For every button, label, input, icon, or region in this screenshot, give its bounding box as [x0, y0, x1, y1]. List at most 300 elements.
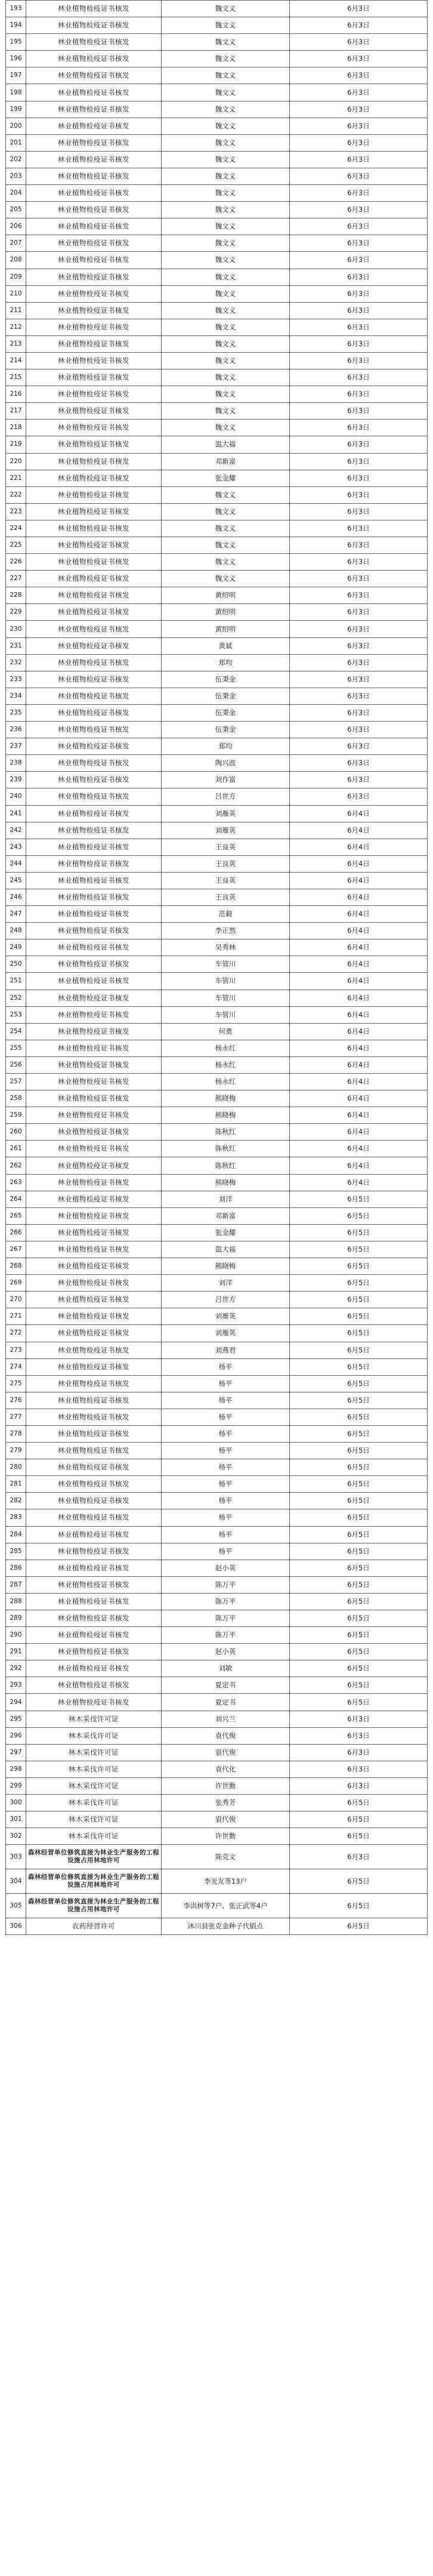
approval-date: 6月5日 — [290, 1869, 428, 1894]
row-number: 204 — [6, 185, 26, 202]
applicant-name: 赵小英 — [162, 1644, 290, 1660]
row-number: 283 — [6, 1509, 26, 1526]
approval-date: 6月3日 — [290, 486, 428, 503]
row-number: 200 — [6, 118, 26, 134]
table-row — [6, 1425, 428, 1442]
approval-item: 林业植物检疫证书核发 — [26, 285, 162, 302]
applicant-name: 黄绍明 — [162, 604, 290, 621]
approval-item: 林木采伐许可证 — [26, 1795, 162, 1811]
approval-item: 林业植物检疫证书核发 — [26, 738, 162, 755]
applicant-name: 魏文义 — [162, 285, 290, 302]
approval-item: 林业植物检疫证书核发 — [26, 1593, 162, 1610]
approval-date: 6月5日 — [290, 1308, 428, 1325]
approval-item: 林业植物检疫证书核发 — [26, 51, 162, 67]
table-row — [6, 704, 428, 721]
table-row — [6, 990, 428, 1006]
table-row — [6, 1141, 428, 1157]
table-row — [6, 1124, 428, 1141]
row-number: 260 — [6, 1124, 26, 1141]
approval-date: 6月3日 — [290, 755, 428, 772]
approval-item: 林业植物检疫证书核发 — [26, 1677, 162, 1694]
row-number: 304 — [6, 1869, 26, 1894]
approval-date: 6月3日 — [290, 1711, 428, 1727]
table-row — [6, 1493, 428, 1509]
applicant-name: 陈秋红 — [162, 1141, 290, 1157]
approval-date: 6月3日 — [290, 386, 428, 403]
table-row — [6, 118, 428, 134]
row-number: 218 — [6, 420, 26, 436]
approval-date: 6月4日 — [290, 1090, 428, 1107]
row-number: 262 — [6, 1157, 26, 1174]
row-number: 237 — [6, 738, 26, 755]
row-number: 248 — [6, 923, 26, 939]
applicant-name: 魏文义 — [162, 202, 290, 218]
applicant-name: 刘兴兰 — [162, 1711, 290, 1727]
row-number: 267 — [6, 1241, 26, 1258]
applicant-name: 夏定书 — [162, 1694, 290, 1711]
row-number: 241 — [6, 805, 26, 822]
approval-item: 林业植物检疫证书核发 — [26, 1425, 162, 1442]
row-number: 306 — [6, 1918, 26, 1935]
applicant-name: 杨平 — [162, 1392, 290, 1409]
approval-item: 林业植物检疫证书核发 — [26, 939, 162, 956]
approval-item: 森林经营单位修筑直接为林业生产服务的工程设施占用林地许可 — [26, 1869, 162, 1894]
table-row — [6, 1207, 428, 1224]
approval-date: 6月3日 — [290, 1, 428, 17]
table-row — [6, 554, 428, 571]
applicant-name: 王良英 — [162, 889, 290, 905]
row-number: 278 — [6, 1425, 26, 1442]
applicant-name: 袁代化 — [162, 1761, 290, 1777]
applicant-name: 熊晓梅 — [162, 1107, 290, 1124]
applicant-name: 黄斌 — [162, 637, 290, 654]
applicant-name: 刘燕君 — [162, 1342, 290, 1358]
approval-item: 林木采伐许可证 — [26, 1711, 162, 1727]
table-row — [6, 386, 428, 403]
applicant-name: 杨永红 — [162, 1040, 290, 1056]
approval-date: 6月3日 — [290, 101, 428, 118]
row-number: 209 — [6, 269, 26, 285]
approval-item: 林木采伐许可证 — [26, 1744, 162, 1761]
approval-item: 林业植物检疫证书核发 — [26, 688, 162, 704]
row-number: 256 — [6, 1056, 26, 1073]
row-number: 287 — [6, 1576, 26, 1593]
row-number: 213 — [6, 335, 26, 352]
applicant-name: 黄绍明 — [162, 621, 290, 637]
approval-item: 林业植物检疫证书核发 — [26, 1056, 162, 1073]
row-number: 195 — [6, 34, 26, 51]
row-number: 280 — [6, 1459, 26, 1476]
approval-date: 6月4日 — [290, 1107, 428, 1124]
approval-item: 林业植物检疫证书核发 — [26, 1, 162, 17]
table-row — [6, 1811, 428, 1828]
approval-item: 林业植物检疫证书核发 — [26, 1509, 162, 1526]
applicant-name: 杨平 — [162, 1459, 290, 1476]
applicant-name: 伍秉金 — [162, 722, 290, 738]
applicant-name: 魏文义 — [162, 269, 290, 285]
approval-item: 林业植物检疫证书核发 — [26, 805, 162, 822]
table-row — [6, 1074, 428, 1090]
applicant-name: 杨平 — [162, 1526, 290, 1543]
approval-date: 6月3日 — [290, 1845, 428, 1869]
approval-date: 6月5日 — [290, 1275, 428, 1292]
row-number: 299 — [6, 1777, 26, 1794]
approval-date: 6月5日 — [290, 1325, 428, 1342]
applicant-name: 温大福 — [162, 436, 290, 453]
approval-item: 林业植物检疫证书核发 — [26, 1292, 162, 1308]
approval-item: 林业植物检疫证书核发 — [26, 671, 162, 688]
approval-item: 林业植物检疫证书核发 — [26, 1090, 162, 1107]
approval-item: 林业植物检疫证书核发 — [26, 839, 162, 855]
applicant-name: 张金耀 — [162, 470, 290, 486]
approval-date: 6月3日 — [290, 453, 428, 470]
approval-date: 6月4日 — [290, 973, 428, 990]
approval-item: 林木采伐许可证 — [26, 1727, 162, 1744]
applicant-name: 袁代俊 — [162, 1727, 290, 1744]
row-number: 203 — [6, 168, 26, 184]
approval-date: 6月3日 — [290, 352, 428, 369]
approval-item: 林业植物检疫证书核发 — [26, 1694, 162, 1711]
approval-date: 6月3日 — [290, 470, 428, 486]
approval-item: 林业植物检疫证书核发 — [26, 1207, 162, 1224]
table-row — [6, 1258, 428, 1275]
approval-date: 6月4日 — [290, 1006, 428, 1023]
applicant-name: 魏文义 — [162, 252, 290, 269]
applicant-name: 刘洋 — [162, 1275, 290, 1292]
applicant-name: 王良英 — [162, 839, 290, 855]
approval-item: 林业植物检疫证书核发 — [26, 319, 162, 335]
approval-item: 林业植物检疫证书核发 — [26, 1560, 162, 1576]
approval-item: 林业植物检疫证书核发 — [26, 973, 162, 990]
row-number: 219 — [6, 436, 26, 453]
table-row — [6, 403, 428, 420]
approval-item: 林业植物检疫证书核发 — [26, 17, 162, 34]
approval-item: 林业植物检疫证书核发 — [26, 1258, 162, 1275]
approval-date: 6月3日 — [290, 285, 428, 302]
applicant-name: 魏文义 — [162, 185, 290, 202]
approval-item: 林业植物检疫证书核发 — [26, 604, 162, 621]
table-row — [6, 218, 428, 235]
approval-item: 林业植物检疫证书核发 — [26, 554, 162, 571]
row-number: 226 — [6, 554, 26, 571]
table-row — [6, 1191, 428, 1207]
row-number: 201 — [6, 134, 26, 151]
approval-date: 6月5日 — [290, 1811, 428, 1828]
approval-item: 林业植物检疫证书核发 — [26, 1543, 162, 1560]
row-number: 228 — [6, 587, 26, 604]
applicant-name: 杨平 — [162, 1358, 290, 1375]
applicant-name: 陈万平 — [162, 1627, 290, 1644]
table-row — [6, 1292, 428, 1308]
approval-date: 6月5日 — [290, 1443, 428, 1459]
approval-date: 6月5日 — [290, 1694, 428, 1711]
row-number: 272 — [6, 1325, 26, 1342]
approval-date: 6月5日 — [290, 1543, 428, 1560]
approval-date: 6月3日 — [290, 168, 428, 184]
table-row — [6, 185, 428, 202]
table-row — [6, 1845, 428, 1869]
applicant-name: 魏文义 — [162, 101, 290, 118]
table-row — [6, 822, 428, 839]
row-number: 298 — [6, 1761, 26, 1777]
approval-item: 林业植物检疫证书核发 — [26, 587, 162, 604]
approval-date: 6月3日 — [290, 1727, 428, 1744]
approval-date: 6月3日 — [290, 335, 428, 352]
row-number: 268 — [6, 1258, 26, 1275]
table-row — [6, 1727, 428, 1744]
approval-date: 6月5日 — [290, 1644, 428, 1660]
table-row — [6, 1761, 428, 1777]
row-number: 211 — [6, 302, 26, 319]
row-number: 270 — [6, 1292, 26, 1308]
approval-date: 6月4日 — [290, 872, 428, 889]
table-row — [6, 1392, 428, 1409]
applicant-name: 陶兴波 — [162, 755, 290, 772]
table-row — [6, 67, 428, 84]
applicant-name: 范毅 — [162, 906, 290, 923]
table-row — [6, 973, 428, 990]
approval-date: 6月5日 — [290, 1610, 428, 1627]
row-number: 257 — [6, 1074, 26, 1090]
table-row — [6, 486, 428, 503]
row-number: 239 — [6, 772, 26, 788]
approval-date: 6月3日 — [290, 185, 428, 202]
approval-date: 6月5日 — [290, 1459, 428, 1476]
approval-date: 6月5日 — [290, 1425, 428, 1442]
table-row — [6, 1308, 428, 1325]
approval-item: 林业植物检疫证书核发 — [26, 537, 162, 554]
row-number: 196 — [6, 51, 26, 67]
approval-date: 6月4日 — [290, 990, 428, 1006]
approval-item: 林业植物检疫证书核发 — [26, 1627, 162, 1644]
applicant-name: 魏文义 — [162, 319, 290, 335]
approval-item: 林木采伐许可证 — [26, 1761, 162, 1777]
applicant-name: 魏文义 — [162, 218, 290, 235]
applicant-name: 刘作富 — [162, 772, 290, 788]
approval-item: 林业植物检疫证书核发 — [26, 168, 162, 184]
applicant-name: 魏文义 — [162, 235, 290, 252]
table-row — [6, 1358, 428, 1375]
row-number: 236 — [6, 722, 26, 738]
applicant-name: 温大福 — [162, 1241, 290, 1258]
approval-date: 6月5日 — [290, 1292, 428, 1308]
approval-date: 6月5日 — [290, 1677, 428, 1694]
table-row — [6, 839, 428, 855]
approval-item: 森林经营单位修筑直接为林业生产服务的工程设施占用林地许可 — [26, 1894, 162, 1918]
table-row — [6, 1677, 428, 1694]
applicant-name: 黄绍明 — [162, 587, 290, 604]
table-row — [6, 1241, 428, 1258]
approval-date: 6月3日 — [290, 772, 428, 788]
row-number: 231 — [6, 637, 26, 654]
table-row — [6, 1560, 428, 1576]
row-number: 301 — [6, 1811, 26, 1828]
row-number: 297 — [6, 1744, 26, 1761]
approval-date: 6月4日 — [290, 1023, 428, 1040]
table-row — [6, 302, 428, 319]
row-number: 288 — [6, 1593, 26, 1610]
approval-item: 林业植物检疫证书核发 — [26, 1157, 162, 1174]
table-row — [6, 688, 428, 704]
applicant-name: 杨平 — [162, 1493, 290, 1509]
records-table-body — [6, 1, 428, 1935]
approval-item: 林业植物检疫证书核发 — [26, 386, 162, 403]
table-row — [6, 1509, 428, 1526]
row-number: 251 — [6, 973, 26, 990]
approval-date: 6月3日 — [290, 118, 428, 134]
applicant-name: 陈克文 — [162, 1845, 290, 1869]
approval-item: 林业植物检疫证书核发 — [26, 755, 162, 772]
approval-item: 林业植物检疫证书核发 — [26, 872, 162, 889]
approval-date: 6月4日 — [290, 1174, 428, 1191]
row-number: 255 — [6, 1040, 26, 1056]
row-number: 259 — [6, 1107, 26, 1124]
table-row — [6, 1, 428, 17]
approval-date: 6月3日 — [290, 637, 428, 654]
row-number: 198 — [6, 84, 26, 101]
approval-item: 林业植物检疫证书核发 — [26, 1191, 162, 1207]
row-number: 269 — [6, 1275, 26, 1292]
applicant-name: 刘雁英 — [162, 1325, 290, 1342]
approval-item: 林业植物检疫证书核发 — [26, 1358, 162, 1375]
row-number: 293 — [6, 1677, 26, 1694]
row-number: 249 — [6, 939, 26, 956]
approval-date: 6月3日 — [290, 34, 428, 51]
approval-date: 6月3日 — [290, 738, 428, 755]
applicant-name: 熊晓梅 — [162, 1174, 290, 1191]
approval-item: 林业植物检疫证书核发 — [26, 1006, 162, 1023]
row-number: 294 — [6, 1694, 26, 1711]
approval-item: 林业植物检疫证书核发 — [26, 990, 162, 1006]
applicant-name: 魏文义 — [162, 51, 290, 67]
applicant-name: 车管川 — [162, 1006, 290, 1023]
approval-date: 6月5日 — [290, 1593, 428, 1610]
row-number: 250 — [6, 956, 26, 973]
table-row — [6, 369, 428, 386]
applicant-name: 魏文义 — [162, 520, 290, 537]
row-number: 208 — [6, 252, 26, 269]
approval-item: 林业植物检疫证书核发 — [26, 218, 162, 235]
approval-date: 6月3日 — [290, 17, 428, 34]
approval-item: 林业植物检疫证书核发 — [26, 822, 162, 839]
table-row — [6, 520, 428, 537]
approval-item: 林业植物检疫证书核发 — [26, 1107, 162, 1124]
row-number: 292 — [6, 1660, 26, 1677]
row-number: 303 — [6, 1845, 26, 1869]
applicant-name: 魏文义 — [162, 335, 290, 352]
table-row — [6, 637, 428, 654]
approval-item: 林业植物检疫证书核发 — [26, 906, 162, 923]
table-row — [6, 1342, 428, 1358]
table-row — [6, 889, 428, 905]
applicant-name: 李光友等13户 — [162, 1869, 290, 1894]
row-number: 243 — [6, 839, 26, 855]
approval-date: 6月4日 — [290, 839, 428, 855]
table-row — [6, 1107, 428, 1124]
table-row — [6, 1006, 428, 1023]
applicant-name: 刘敏 — [162, 1660, 290, 1677]
table-row — [6, 436, 428, 453]
approval-item: 林木采伐许可证 — [26, 1777, 162, 1794]
approval-date: 6月3日 — [290, 537, 428, 554]
approval-date: 6月3日 — [290, 252, 428, 269]
applicant-name: 伍秉金 — [162, 704, 290, 721]
row-number: 194 — [6, 17, 26, 34]
table-row — [6, 269, 428, 285]
table-row — [6, 1476, 428, 1493]
approval-item: 林业植物检疫证书核发 — [26, 84, 162, 101]
table-row — [6, 285, 428, 302]
row-number: 225 — [6, 537, 26, 554]
row-number: 263 — [6, 1174, 26, 1191]
approval-date: 6月5日 — [290, 1828, 428, 1845]
approval-item: 林业植物检疫证书核发 — [26, 621, 162, 637]
row-number: 215 — [6, 369, 26, 386]
applicant-name: 魏文义 — [162, 403, 290, 420]
table-row — [6, 1023, 428, 1040]
approval-item: 林业植物检疫证书核发 — [26, 118, 162, 134]
approval-item: 林业植物检疫证书核发 — [26, 453, 162, 470]
table-row — [6, 1918, 428, 1935]
row-number: 275 — [6, 1375, 26, 1392]
approval-date: 6月3日 — [290, 67, 428, 84]
row-number: 229 — [6, 604, 26, 621]
approval-date: 6月3日 — [290, 403, 428, 420]
applicant-name: 魏文义 — [162, 118, 290, 134]
approval-date: 6月5日 — [290, 1207, 428, 1224]
row-number: 271 — [6, 1308, 26, 1325]
approval-date: 6月5日 — [290, 1918, 428, 1935]
approval-date: 6月3日 — [290, 788, 428, 805]
approval-item: 林业植物检疫证书核发 — [26, 34, 162, 51]
approval-date: 6月4日 — [290, 822, 428, 839]
approval-item: 林业植物检疫证书核发 — [26, 1074, 162, 1090]
applicant-name: 许世勤 — [162, 1777, 290, 1794]
table-row — [6, 1777, 428, 1794]
row-number: 266 — [6, 1224, 26, 1241]
row-number: 254 — [6, 1023, 26, 1040]
table-row — [6, 621, 428, 637]
applicant-name: 魏文义 — [162, 168, 290, 184]
applicant-name: 魏文义 — [162, 386, 290, 403]
row-number: 253 — [6, 1006, 26, 1023]
table-row — [6, 1610, 428, 1627]
approval-item: 林业植物检疫证书核发 — [26, 134, 162, 151]
table-row — [6, 17, 428, 34]
approval-item: 林业植物检疫证书核发 — [26, 352, 162, 369]
applicant-name: 伍秉金 — [162, 671, 290, 688]
approval-date: 6月5日 — [290, 1526, 428, 1543]
approval-date: 6月5日 — [290, 1358, 428, 1375]
approval-date: 6月5日 — [290, 1560, 428, 1576]
table-row — [6, 1694, 428, 1711]
approval-date: 6月5日 — [290, 1660, 428, 1677]
table-row — [6, 1543, 428, 1560]
applicant-name: 张秀芳 — [162, 1795, 290, 1811]
approval-date: 6月4日 — [290, 923, 428, 939]
table-row — [6, 1828, 428, 1845]
applicant-name: 魏文义 — [162, 554, 290, 571]
approval-item: 林业植物检疫证书核发 — [26, 1224, 162, 1241]
approval-item: 林业植物检疫证书核发 — [26, 1174, 162, 1191]
table-row — [6, 101, 428, 118]
row-number: 281 — [6, 1476, 26, 1493]
records-table — [5, 0, 428, 1935]
table-row — [6, 34, 428, 51]
approval-date: 6月3日 — [290, 235, 428, 252]
approval-item: 林业植物检疫证书核发 — [26, 1459, 162, 1476]
applicant-name: 吴秀林 — [162, 939, 290, 956]
